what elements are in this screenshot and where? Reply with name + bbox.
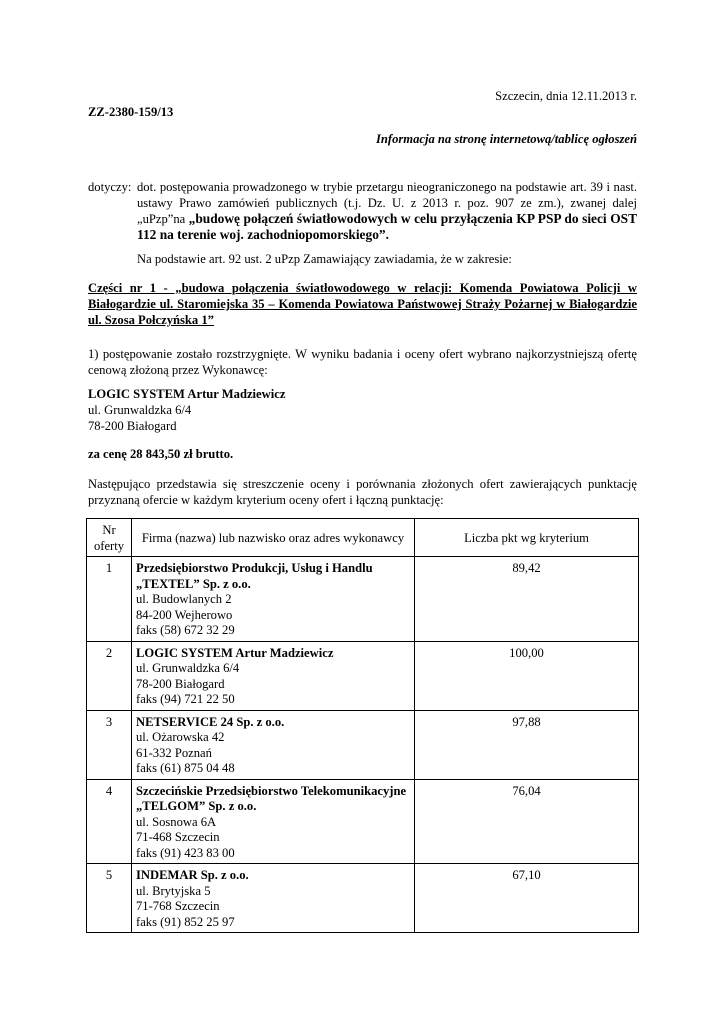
result-paragraph: 1) postępowanie zostało rozstrzygnięte. W wyniku badania i oceny ofert wybrano najkorzystniejszą ofertę cenową złożoną przez Wykonawcę: (88, 347, 637, 377)
winner-block (88, 386, 637, 434)
offer-number: 4 (87, 779, 132, 864)
subject-label: dotyczy: (88, 180, 132, 194)
firm-city: 84-200 Wejherowo (136, 607, 233, 622)
info-title: Informacja na stronę internetową/tablicę ogłoszeń (376, 132, 637, 146)
table-row (87, 710, 639, 779)
firm-name: NETSERVICE 24 Sp. z o.o. (136, 714, 285, 729)
firm-city: 71-468 Szczecin (136, 830, 220, 844)
offer-points: 100,00 (415, 641, 639, 710)
winning-price: za cenę 28 843,50 zł brutto. (88, 447, 234, 461)
subject-body (137, 179, 637, 243)
reference-number: ZZ-2380-159/13 (88, 105, 174, 119)
offer-firm (132, 779, 415, 864)
offer-number: 2 (87, 641, 132, 710)
offer-number: 1 (87, 557, 132, 642)
summary-paragraph: Następująco przedstawia się streszczenie oceny i porównania złożonych ofert zawierających punktację przyznaną ofercie w każdym kryterium oceny ofert i łączną punktację: (88, 477, 637, 507)
firm-name: Przedsiębiorstwo Produkcji, Usług i Handlu „TEXTEL” Sp. z o.o. (136, 561, 373, 591)
notice-paragraph: Na podstawie art. 92 ust. 2 uPzp Zamawiający zawiadamia, że w zakresie: (137, 252, 512, 266)
table-row (87, 641, 639, 710)
table-row (87, 557, 639, 642)
firm-name: Szczecińskie Przedsiębiorstwo Telekomunikacyjne „TELGOM” Sp. z o.o. (136, 783, 407, 813)
firm-name: INDEMAR Sp. z o.o. (136, 868, 249, 882)
firm-street: ul. Grunwaldzka 6/4 (136, 661, 240, 675)
offer-firm (132, 710, 415, 779)
table-header-row (87, 519, 639, 557)
firm-name: LOGIC SYSTEM Artur Madziewicz (136, 645, 334, 660)
header-points: Liczba pkt wg kryterium (415, 519, 639, 557)
firm-street: ul. Brytyjska 5 (136, 883, 211, 898)
offer-points: 89,42 (415, 557, 639, 642)
firm-fax: faks (58) 672 32 29 (136, 623, 235, 637)
firm-fax: faks (91) 852 25 97 (136, 914, 235, 929)
subject-bold-text: „budowę połączeń światłowodowych w celu przyłączenia KP PSP do sieci OST 112 na terenie woj. zachodniopomorskiego”. (137, 211, 637, 242)
offer-firm (132, 641, 415, 710)
subject-text: dot. postępowania prowadzonego w trybie przetargu nieograniczonego na podstawie art. 39 i nast. ustawy Prawo zamówień publicznych (t.j. Dz. U. z 2013 r. poz. 907 ze zm.), zwanej dalej „uPzp”na (137, 180, 637, 226)
header-nr: Nr oferty (87, 519, 132, 557)
firm-fax: faks (61) 875 04 48 (136, 761, 235, 775)
header-firm: Firma (nazwa) lub nazwisko oraz adres wykonawcy (132, 519, 415, 557)
part-heading: Części nr 1 - „budowa połączenia światłowodowego w relacji: Komenda Powiatowa Policji w Białogardzie ul. Staromiejska 35 – Komenda Powiatowa Państwowej Straży Pożarnej w Białogardzie ul. Szosa Połczyńska 1” (88, 281, 637, 327)
table-row (87, 864, 639, 933)
offer-firm (132, 864, 415, 933)
document-date: Szczecin, dnia 12.11.2013 r. (495, 89, 637, 103)
offer-firm (132, 557, 415, 642)
firm-city: 78-200 Białogard (136, 676, 225, 691)
offer-points: 76,04 (415, 779, 639, 864)
firm-street: ul. Ożarowska 42 (136, 730, 225, 744)
offers-table (86, 518, 639, 933)
table-row (87, 779, 639, 864)
offer-number: 3 (87, 710, 132, 779)
firm-street: ul. Budowlanych 2 (136, 592, 232, 606)
firm-fax: faks (91) 423 83 00 (136, 845, 235, 860)
firm-city: 71-768 Szczecin (136, 899, 220, 913)
firm-city: 61-332 Poznań (136, 745, 212, 760)
winner-name: LOGIC SYSTEM Artur Madziewicz (88, 387, 286, 401)
offer-points: 67,10 (415, 864, 639, 933)
winner-street: ul. Grunwaldzka 6/4 (88, 403, 192, 417)
firm-street: ul. Sosnowa 6A (136, 814, 217, 829)
winner-city: 78-200 Białogard (88, 419, 177, 433)
firm-fax: faks (94) 721 22 50 (136, 692, 235, 706)
offer-number: 5 (87, 864, 132, 933)
offer-points: 97,88 (415, 710, 639, 779)
